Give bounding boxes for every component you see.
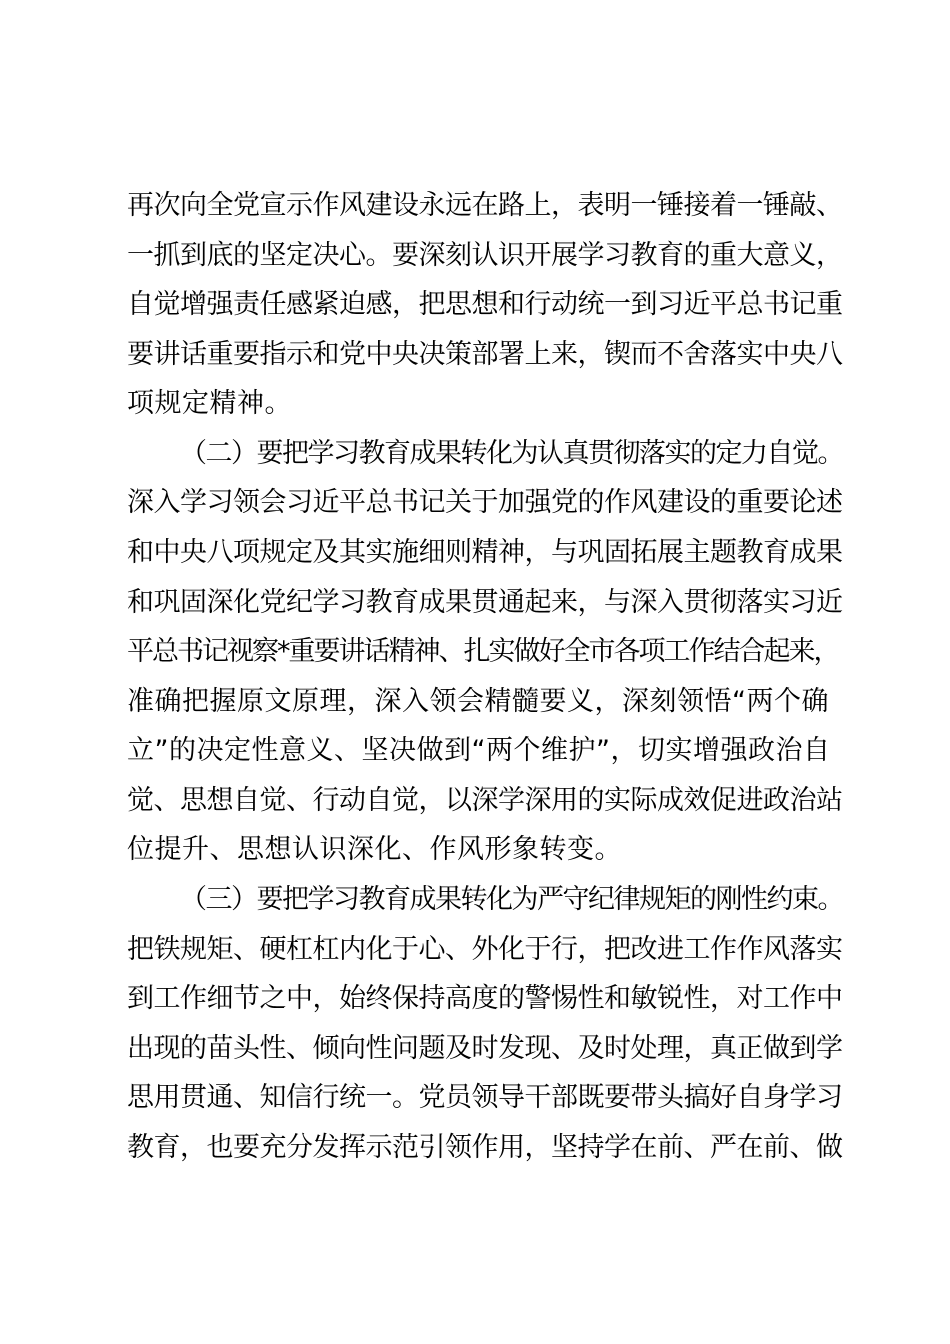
section-heading-2: （二）要把学习教育成果转化为认真贯彻落实的定力自觉。 xyxy=(180,438,843,469)
body-text-line: 准确把握原文原理，深入领会精髓要义，深刻领悟“两个确 xyxy=(127,686,829,717)
body-text-line: 一抓到底的坚定决心。要深刻认识开展学习教育的重大意义， xyxy=(127,240,843,271)
body-text-line: 和中央八项规定及其实施细则精神，与巩固拓展主题教育成果 xyxy=(127,537,843,568)
body-text-line: 自觉增强责任感紧迫感，把思想和行动统一到习近平总书记重 xyxy=(127,289,843,320)
body-text-line: 教育，也要充分发挥示范引领作用，坚持学在前、严在前、做 xyxy=(127,1132,843,1163)
body-text-line: 平总书记视察*重要讲话精神、扎实做好全市各项工作结合起来， xyxy=(127,636,839,667)
body-text-line: 立”的决定性意义、坚决做到“两个维护”，切实增强政治自 xyxy=(127,735,831,766)
body-text-line: 和巩固深化党纪学习教育成果贯通起来，与深入贯彻落实习近 xyxy=(127,587,843,618)
body-text-line: 项规定精神。 xyxy=(127,388,292,419)
body-text-line: 深入学习领会习近平总书记关于加强党的作风建设的重要论述 xyxy=(127,487,843,518)
body-text-line: 出现的苗头性、倾向性问题及时发现、及时处理，真正做到学 xyxy=(127,1033,843,1064)
body-text-line: 思用贯通、知信行统一。党员领导干部既要带头搞好自身学习 xyxy=(127,1082,843,1113)
body-text-line: 把铁规矩、硬杠杠内化于心、外化于行，把改进工作作风落实 xyxy=(127,934,843,965)
body-text-line: 再次向全党宣示作风建设永远在路上，表明一锤接着一锤敲、 xyxy=(127,190,843,221)
section-heading-3: （三）要把学习教育成果转化为严守纪律规矩的刚性约束。 xyxy=(180,884,843,915)
body-text-line: 到工作细节之中，始终保持高度的警惕性和敏锐性，对工作中 xyxy=(127,983,843,1014)
body-text-line: 位提升、思想认识深化、作风形象转变。 xyxy=(127,834,622,865)
body-text-line: 要讲话重要指示和党中央决策部署上来，锲而不舍落实中央八 xyxy=(127,339,843,370)
body-text-line: 觉、思想自觉、行动自觉，以深学深用的实际成效促进政治站 xyxy=(127,785,843,816)
